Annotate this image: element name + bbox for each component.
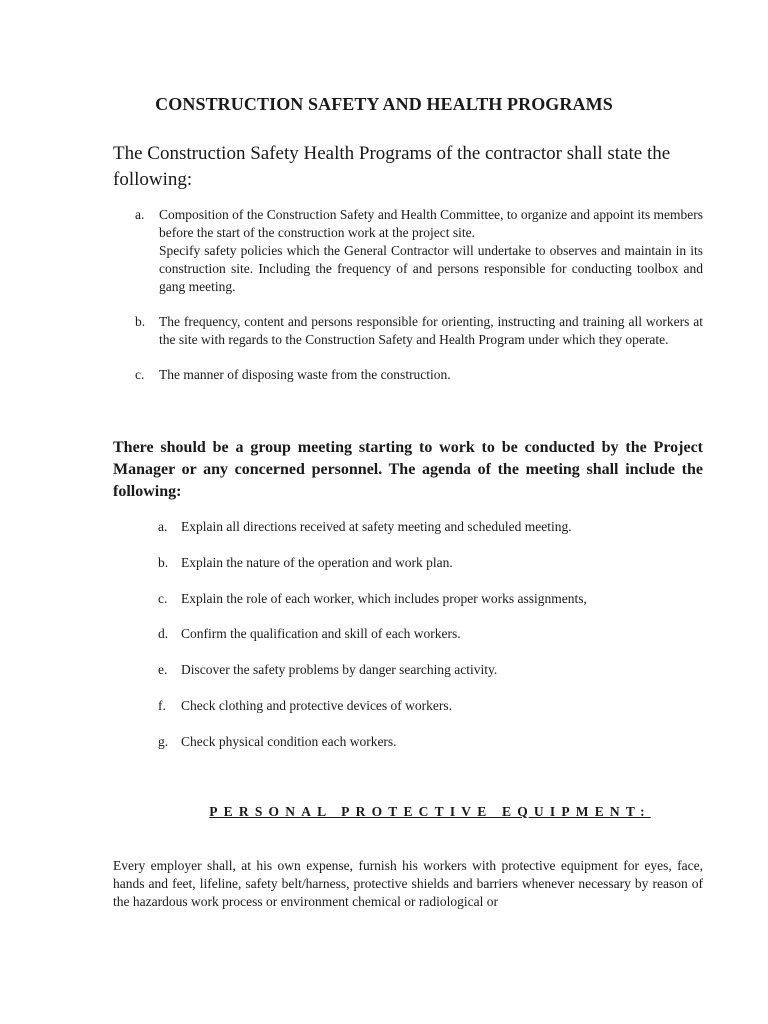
meeting-intro: There should be a group meeting starting to work to be conducted by the Project Manager or any concerned personnel. The agenda of the meeting shall include the following: bbox=[113, 439, 703, 500]
list-marker: b. bbox=[158, 554, 169, 570]
list-marker: c. bbox=[158, 590, 168, 606]
list-item-text: Composition of the Construction Safety and Health Committee, to organize and appoint its members before the start of the construction work at the project site. bbox=[159, 207, 703, 240]
list-item-text: The manner of disposing waste from the construction. bbox=[159, 367, 451, 382]
list-item-text: Explain the nature of the operation and work plan. bbox=[181, 554, 453, 570]
list-marker: a. bbox=[135, 207, 145, 222]
list-item bbox=[113, 206, 703, 296]
list-item-text: The frequency, content and persons responsible for orienting, instructing and training all workers at the site with regards to the Construction Safety and Health Program under which they operate. bbox=[159, 314, 703, 347]
meeting-agenda-list bbox=[113, 518, 703, 769]
list-marker: b. bbox=[135, 314, 146, 329]
list-marker: d. bbox=[158, 626, 169, 642]
list-marker: e. bbox=[158, 662, 168, 678]
list-item bbox=[113, 661, 703, 697]
list-item-text: Explain all directions received at safety meeting and scheduled meeting. bbox=[181, 519, 572, 534]
ppe-paragraph: Every employer shall, at his own expense, furnish his workers with protective equipment for eyes, face, hands and feet, lifeline, safety belt/harness, protective shields and barriers whenever necessary by reason of the hazardous work process or environment chemical or radiological or bbox=[113, 858, 703, 909]
program-requirements-list bbox=[113, 206, 703, 401]
ppe-section-heading: PERSONAL PROTECTIVE EQUIPMENT: bbox=[209, 804, 651, 819]
list-item bbox=[113, 313, 703, 349]
list-item bbox=[113, 554, 703, 590]
list-item bbox=[113, 697, 703, 733]
list-item-text: Check physical condition each workers. bbox=[181, 733, 397, 749]
list-marker: f. bbox=[158, 697, 166, 713]
list-item-text: Specify safety policies which the General Contractor will undertake to observes and maintain in its construction site. Including the frequency of and persons responsible for conducting toolbox and gang meeting. bbox=[159, 243, 703, 294]
list-marker: c. bbox=[135, 367, 145, 382]
list-item-text: Discover the safety problems by danger searching activity. bbox=[181, 662, 498, 678]
list-item bbox=[113, 733, 703, 769]
list-item-text: Confirm the qualification and skill of each workers. bbox=[181, 626, 461, 642]
list-marker: g. bbox=[158, 733, 169, 749]
list-item-text: Check clothing and protective devices of workers. bbox=[181, 697, 453, 713]
list-marker: a. bbox=[158, 519, 168, 534]
list-item-text: Explain the role of each worker, which includes proper works assignments, bbox=[181, 590, 587, 606]
document-title: CONSTRUCTION SAFETY AND HEALTH PROGRAMS bbox=[155, 94, 613, 114]
program-intro: The Construction Safety Health Programs of the contractor shall state the following: bbox=[113, 143, 671, 190]
list-item bbox=[113, 518, 703, 554]
list-item bbox=[113, 625, 703, 661]
list-item bbox=[113, 590, 703, 626]
list-item bbox=[113, 366, 703, 384]
